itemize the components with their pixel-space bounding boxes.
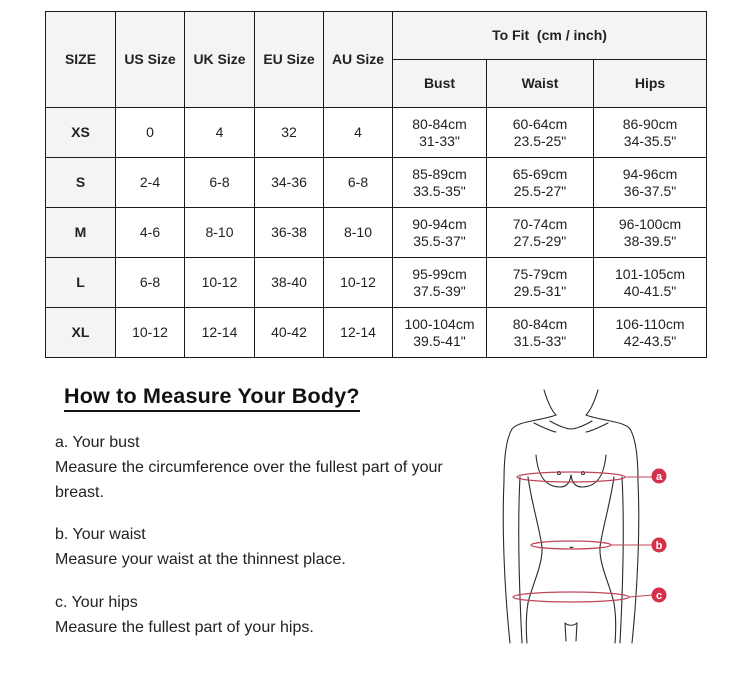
- bust-cell: [393, 258, 487, 308]
- bust-cell: [393, 308, 487, 358]
- header-au-size: AU Size: [324, 12, 393, 108]
- us-size-cell: 2-4: [116, 158, 185, 208]
- step-bust-heading: a. Your bust: [55, 434, 140, 451]
- bust-cell-cm: 95-99cm: [412, 265, 467, 282]
- hips-band: [513, 592, 629, 602]
- header-hips: Hips: [594, 60, 707, 108]
- hips-cell-in: 42-43.5": [623, 332, 677, 349]
- uk-size-cell: 8-10: [185, 208, 255, 258]
- hips-cell-cm: 101-105cm: [614, 265, 686, 282]
- header-us-size: US Size: [116, 12, 185, 108]
- eu-size-cell: 40-42: [255, 308, 324, 358]
- marker-a-label: a: [655, 471, 663, 483]
- waist-cell: [487, 308, 594, 358]
- bust-cell-cm: 90-94cm: [412, 215, 467, 232]
- size-cell: XL: [46, 308, 116, 358]
- us-size-cell: 0: [116, 108, 185, 158]
- size-cell: L: [46, 258, 116, 308]
- size-chart-table: [45, 11, 707, 358]
- hips-cell: [594, 158, 707, 208]
- marker-b-badge: [652, 538, 667, 553]
- table-row: [46, 158, 707, 208]
- body-measurement-figure: [480, 385, 680, 650]
- eu-size-cell: 36-38: [255, 208, 324, 258]
- hips-cell: [594, 208, 707, 258]
- table-row: [46, 208, 707, 258]
- waist-cell: [487, 158, 594, 208]
- waist-cell-cm: 70-74cm: [512, 215, 568, 232]
- bust-cell-in: 33.5-35": [413, 182, 466, 199]
- table-row: [46, 308, 707, 358]
- size-cell: S: [46, 158, 116, 208]
- uk-size-cell: 10-12: [185, 258, 255, 308]
- table-row: [46, 258, 707, 308]
- step-hips-heading: c. Your hips: [55, 594, 138, 611]
- uk-size-cell: 4: [185, 108, 255, 158]
- header-waist: Waist: [487, 60, 594, 108]
- bust-cell-in: 31-33": [419, 132, 460, 149]
- waist-cell-in: 25.5-27": [513, 182, 567, 199]
- measure-guide-title: How to Measure Your Body?: [64, 384, 360, 412]
- hips-cell-cm: 86-90cm: [622, 115, 678, 132]
- size-rows: [46, 108, 707, 358]
- hips-cell-cm: 94-96cm: [622, 165, 678, 182]
- waist-cell-cm: 60-64cm: [512, 115, 568, 132]
- hips-pointer: [629, 595, 652, 597]
- eu-size-cell: 38-40: [255, 258, 324, 308]
- header-to-fit: To Fit (cm / inch): [393, 12, 707, 60]
- us-size-cell: 6-8: [116, 258, 185, 308]
- waist-cell-cm: 80-84cm: [512, 315, 568, 332]
- waist-cell-cm: 75-79cm: [512, 265, 568, 282]
- body-outline-illustration: [480, 385, 680, 650]
- bust-cell-in: 39.5-41": [413, 332, 466, 349]
- waist-cell: [487, 208, 594, 258]
- au-size-cell: 8-10: [324, 208, 393, 258]
- us-size-cell: 4-6: [116, 208, 185, 258]
- step-bust: [55, 430, 465, 505]
- au-size-cell: 12-14: [324, 308, 393, 358]
- bust-cell: [393, 208, 487, 258]
- size-cell: M: [46, 208, 116, 258]
- bust-cell-cm: 80-84cm: [412, 115, 467, 132]
- step-waist-heading: b. Your waist: [55, 526, 146, 543]
- uk-size-cell: 12-14: [185, 308, 255, 358]
- us-size-cell: 10-12: [116, 308, 185, 358]
- bust-cell-cm: 85-89cm: [412, 165, 467, 182]
- body-outline: [503, 390, 639, 643]
- bust-cell-cm: 100-104cm: [404, 315, 475, 332]
- bust-cell-in: 35.5-37": [413, 232, 466, 249]
- bust-cell-in: 37.5-39": [413, 282, 466, 299]
- header-uk-size: UK Size: [185, 12, 255, 108]
- waist-cell-cm: 65-69cm: [512, 165, 568, 182]
- hips-cell-cm: 106-110cm: [615, 315, 685, 332]
- marker-c-label: c: [655, 590, 663, 602]
- header-eu-size: EU Size: [255, 12, 324, 108]
- hips-cell-in: 38-39.5": [623, 232, 677, 249]
- waist-cell-in: 23.5-25": [513, 132, 567, 149]
- waist-cell-in: 27.5-29": [513, 232, 567, 249]
- eu-size-cell: 34-36: [255, 158, 324, 208]
- marker-c-badge: [652, 588, 667, 603]
- au-size-cell: 6-8: [324, 158, 393, 208]
- hips-cell-cm: 96-100cm: [618, 215, 682, 232]
- marker-a-badge: [652, 469, 667, 484]
- step-bust-text: Measure the circumference over the fullest part of your breast.: [55, 459, 443, 501]
- hips-cell-in: 36-37.5": [623, 182, 677, 199]
- table-row: [46, 108, 707, 158]
- step-waist: [55, 522, 465, 572]
- hips-cell-in: 34-35.5": [623, 132, 677, 149]
- au-size-cell: 10-12: [324, 258, 393, 308]
- au-size-cell: 4: [324, 108, 393, 158]
- header-bust: Bust: [393, 60, 487, 108]
- marker-b-label: b: [655, 540, 663, 552]
- header-size: SIZE: [46, 12, 116, 108]
- step-hips: [55, 590, 465, 640]
- bust-cell: [393, 158, 487, 208]
- waist-cell-in: 29.5-31": [513, 282, 567, 299]
- hips-cell: [594, 308, 707, 358]
- hips-cell: [594, 258, 707, 308]
- size-cell: XS: [46, 108, 116, 158]
- uk-size-cell: 6-8: [185, 158, 255, 208]
- waist-cell-in: 31.5-33": [513, 332, 567, 349]
- step-waist-text: Measure your waist at the thinnest place.: [55, 551, 346, 568]
- waist-cell: [487, 108, 594, 158]
- hips-cell-in: 40-41.5": [623, 282, 677, 299]
- eu-size-cell: 32: [255, 108, 324, 158]
- waist-cell: [487, 258, 594, 308]
- bust-cell: [393, 108, 487, 158]
- hips-cell: [594, 108, 707, 158]
- step-hips-text: Measure the fullest part of your hips.: [55, 619, 314, 636]
